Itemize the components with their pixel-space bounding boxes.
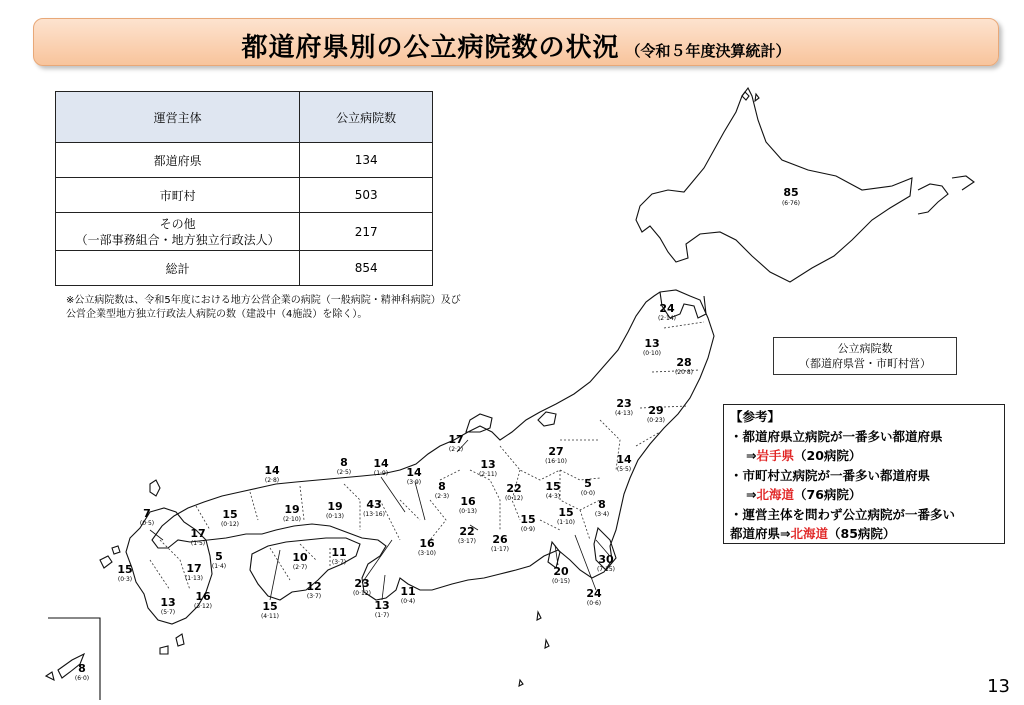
total: 8 [598,498,606,511]
detail: (2·11) [478,471,498,478]
label-ishikawa [448,433,463,453]
row-label-main: その他 [159,216,196,231]
detail: (1·13) [184,575,204,582]
reference-item2-answer [730,485,1004,505]
detail: (0·5) [139,520,155,527]
total: 13 [374,599,390,612]
highlight-pref: 北海道 [790,526,829,541]
legend-title: 公立病院数 [837,342,893,355]
total: 43 [366,498,382,511]
detail: (5·5) [616,466,632,473]
detail: (0·13) [458,508,478,515]
total: 13 [480,458,496,471]
izu-islands [519,612,549,686]
legend-box [773,337,957,375]
total: 22 [459,525,475,538]
tsushima [150,480,160,496]
detail: (1·7) [374,612,390,619]
total: 17 [448,433,464,446]
detail: (20·8) [674,369,694,376]
reference-item2: ・市町村立病院が一番多い都道府県 [730,467,931,483]
total: 11 [400,585,416,598]
total: 8 [78,662,86,675]
detail: (0·12) [220,521,240,528]
detail: (3·10) [417,550,437,557]
detail: (0·6) [586,600,602,607]
label-miyagi [647,404,665,424]
total: 16 [460,495,476,508]
label-tokushima [331,546,346,566]
detail: (0·0) [580,490,596,497]
label-kyoto [337,456,351,476]
label-izu-islands [586,587,602,607]
total: 14 [264,464,280,477]
label-shimane [221,508,239,528]
total: 85 [783,186,799,199]
detail: (2·8) [264,477,280,484]
label-saitama [557,506,575,526]
detail: (6·76) [781,200,801,207]
row-value: 134 [300,143,433,178]
detail: (0·9) [520,526,536,533]
detail: (4·3) [545,493,561,500]
label-yamanashi [520,513,535,533]
label-gunma [545,480,560,500]
detail: (3·17) [457,538,477,545]
detail: (1·4) [211,563,227,570]
label-tokyo [595,498,609,518]
highlight-pref: 岩手県 [756,448,794,463]
reference-item3-answer [730,524,1004,544]
detail: (3·7) [306,593,322,600]
leader-kinan [382,575,385,600]
leader-izu [575,535,596,590]
label-kagawa [292,551,308,571]
row-value: 854 [300,251,433,286]
detail: (1·5) [190,540,206,547]
label-tottori [264,464,280,484]
label-kochi [306,580,321,600]
header-operator: 運営主体 [56,92,300,143]
detail: (2·5) [336,469,352,476]
total: 5 [215,550,223,563]
tanegashima [160,634,184,654]
hokkaido-east-islands [918,176,974,214]
detail: (0·3) [117,576,133,583]
detail: (4·11) [260,613,280,620]
detail: (5·7) [160,609,176,616]
arrow: ⇒ [780,526,791,541]
total: 17 [186,562,202,575]
detail: (7·15) [596,566,616,573]
footnote-line2: 公営企業型地方独立行政法人病院の数（建設中（4施設）を除く）。 [66,309,368,320]
total: 16 [195,590,211,603]
detail: (2·14) [657,315,677,322]
total: 16 [419,537,435,550]
detail: (3·9) [406,479,422,486]
reference-item1-answer [730,446,1004,466]
label-ehime [212,550,226,570]
total: 17 [190,527,206,540]
label-kanagawa [552,565,570,585]
label-hyogo [326,500,344,520]
label-fukui [406,466,422,486]
total: 23 [616,397,632,410]
label-niigata [479,458,497,478]
label-osaka [363,498,385,518]
detail: (13·16) [363,511,385,518]
label-aomori [658,302,676,322]
page-number: 13 [987,676,1010,697]
total: 15 [117,563,133,576]
arrow: ⇒ [746,448,757,463]
answer-lead: 都道府県 [730,526,781,541]
label-chiba [597,553,615,573]
highlight-pref: 北海道 [756,487,794,502]
total: 19 [327,500,343,513]
hokkaido-outline [636,88,912,282]
total: 8 [340,456,348,469]
label-fukuoka [117,563,132,583]
label-miyazaki [261,600,279,620]
detail: (0·12) [352,590,372,597]
label-akita [643,337,661,357]
total: 8 [438,480,446,493]
label-ibaraki [616,453,632,473]
detail: (0·23) [646,417,666,424]
row-value: 217 [300,213,433,251]
label-nagano [505,482,523,502]
total: 15 [545,480,561,493]
title-main: 都道府県別の公立病院数の状況 [241,33,620,63]
total: 19 [284,503,300,516]
detail: (3·4) [594,511,610,518]
detail: (1·10) [556,519,576,526]
label-okinawa [75,662,89,682]
detail: (2·10) [282,516,302,523]
sado-island [538,412,556,426]
total: 24 [586,587,602,600]
detail: (1·9) [373,470,389,477]
total: 11 [331,546,347,559]
arrow: ⇒ [746,487,757,502]
total: 14 [616,453,632,466]
total: 15 [222,508,238,521]
total: 24 [659,302,675,315]
detail: (1·17) [490,546,510,553]
total: 29 [648,404,664,417]
total: 7 [143,507,151,520]
reference-box [723,404,1005,544]
reference-item3: ・運営主体を問わず公立病院が一番多い [730,506,956,522]
total: 26 [492,533,508,546]
label-aichi [458,525,476,545]
total: 22 [506,482,522,495]
answer-count: （85病院） [828,526,896,541]
total: 15 [558,506,574,519]
label-hokkaido [782,186,800,207]
label-kagoshima [160,596,175,616]
total: 14 [373,457,389,470]
label-mie [418,537,436,557]
label-toyama [435,480,449,500]
answer-count: （20病院） [794,448,862,463]
label-shiga [373,457,389,477]
title-sub: （令和５年度決算統計） [625,42,791,60]
label-yamaguchi [140,507,154,527]
total: 23 [354,577,370,590]
label-kinan [374,599,389,619]
label-shizuoka [491,533,509,553]
label-kumamoto [194,590,212,610]
header-count: 公立病院数 [300,92,433,143]
label-oita [185,562,203,582]
answer-count: （76病院） [794,487,862,502]
row-label-sub: （一部事務組合・地方独立行政法人） [75,232,280,247]
detail: (3·7) [331,559,347,566]
label-wakayama [400,585,415,605]
detail: (3·12) [193,603,213,610]
reference-item1: ・都道府県立病院が一番多い都道府県 [730,428,943,444]
row-value: 503 [300,178,433,213]
label-okayama [283,503,301,523]
leader-shiga [381,477,405,512]
total: 27 [548,445,564,458]
detail: (0·4) [400,598,416,605]
leader-fukui [415,482,425,520]
total: 12 [306,580,322,593]
detail: (0·15) [551,578,571,585]
detail: (2·2) [448,446,464,453]
detail: (0·12) [504,495,524,502]
total: 13 [160,596,176,609]
label-iwate [675,356,693,376]
leader-miyazaki [270,550,280,600]
label-gifu [459,495,477,515]
prefecture-labels [75,186,800,682]
leader-yamaguchi [150,530,163,540]
row-label: 市町村 [56,178,300,213]
row-label: 総計 [56,251,300,286]
total: 5 [584,477,592,490]
label-yamagata [615,397,633,417]
detail: (0·10) [642,350,662,357]
detail: (4·13) [614,410,634,417]
label-hiroshima [190,527,205,547]
total: 10 [292,551,308,564]
total: 13 [644,337,660,350]
detail: (6·0) [74,675,90,682]
reference-heading: 【参考】 [730,409,781,424]
footnote-line1: ※公立病院数は、令和5年度における地方公営企業の病院（一般病院・精神科病院）及び [66,295,461,306]
total: 20 [553,565,569,578]
row-label: 都道府県 [56,143,300,178]
detail: (0·13) [325,513,345,520]
map-outlines [46,88,974,700]
legend-subtitle: （都道府県営・市町村営） [799,357,931,370]
label-fukushima [545,445,567,465]
detail: (16·10) [545,458,567,465]
total: 28 [676,356,692,369]
detail: (2·3) [434,493,450,500]
total: 15 [520,513,536,526]
total: 15 [262,600,278,613]
label-nara [353,577,371,597]
total: 30 [598,553,614,566]
total: 14 [406,466,422,479]
noto-peninsula [466,414,492,432]
detail: (2·7) [292,564,308,571]
